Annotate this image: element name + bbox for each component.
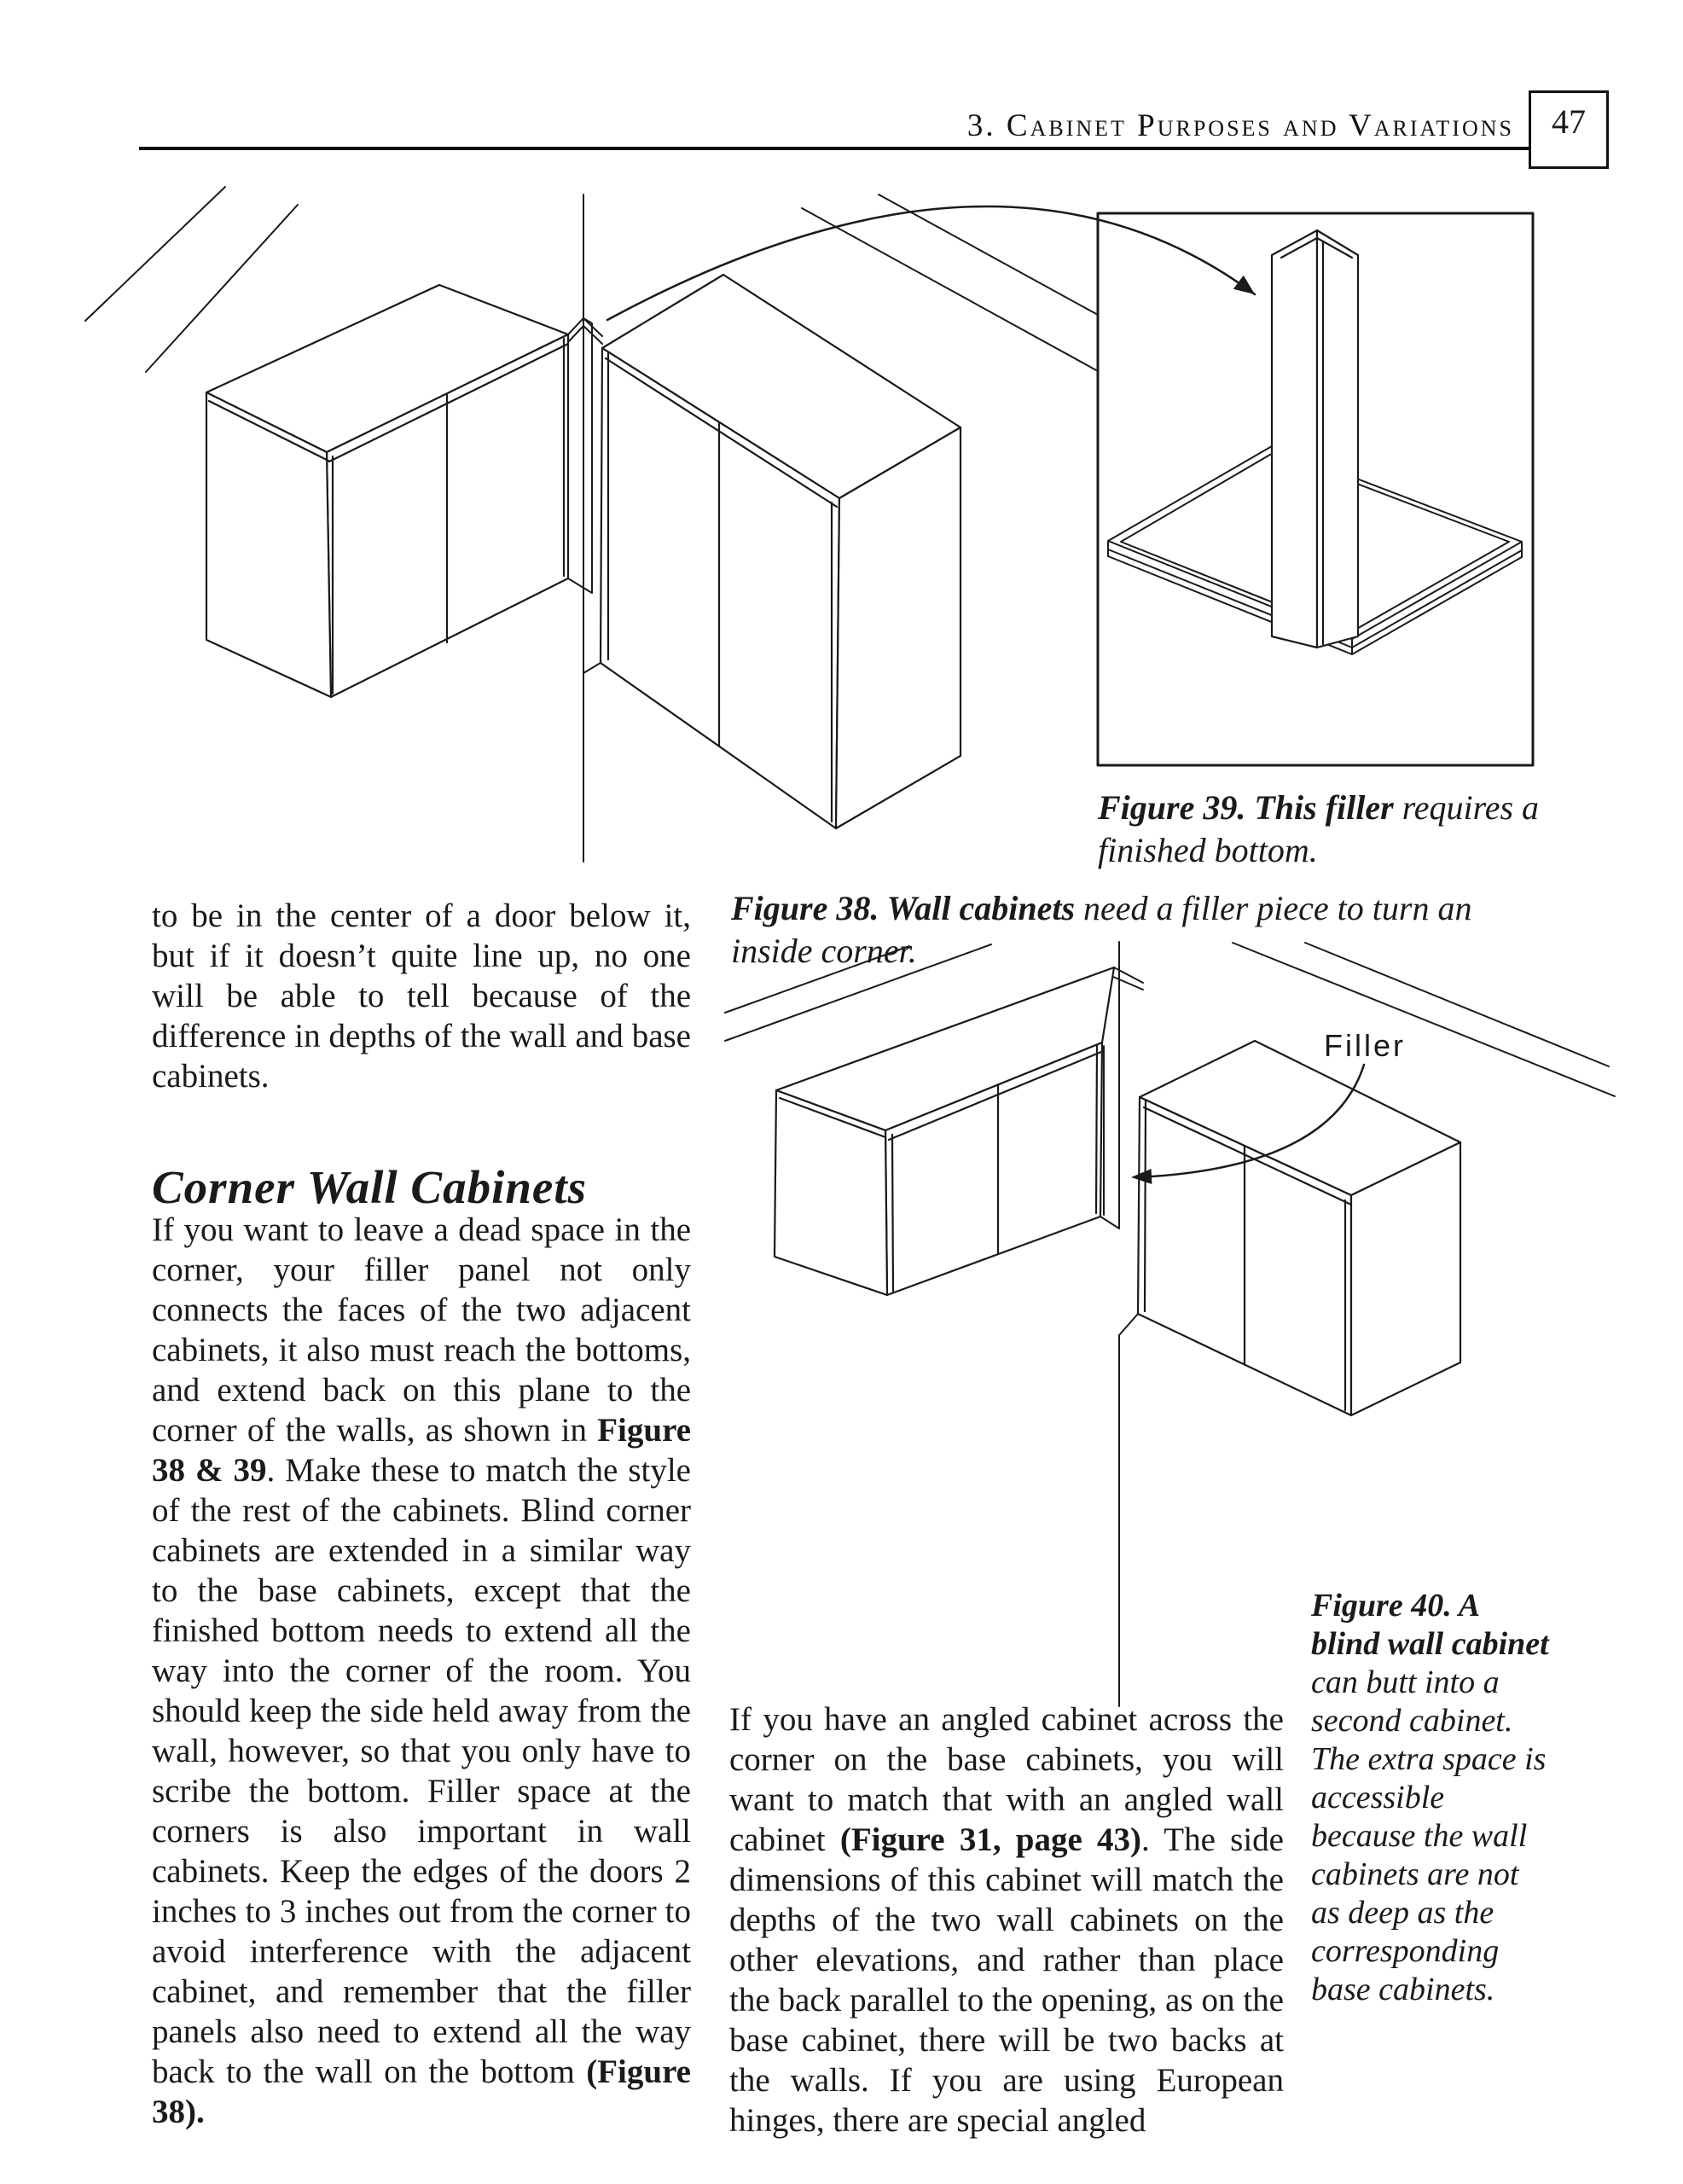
door-gap [892,1135,893,1292]
blind-wall-cabinet [775,967,1114,1295]
figure-reference: Figure 38 & 39 [152,1412,691,1489]
paragraph-text: If you want to leave a dead space in the corner, your filler panel not only connects the faces of the two adjacent cabinets, it also must reach the bottoms, and extend back on this plane to the corner of the walls, as shown in [152,1211,691,1449]
caption-figure40 [1311,1587,1554,2009]
caption-figure39 [1098,787,1558,872]
door-gap [1145,1101,1146,1311]
figure-reference: (Figure 31, page 43) [839,1821,1142,1858]
left-wall-cabinet [206,285,568,697]
caption-figure40-lead: Figure 40. A blind wall cabinet [1311,1588,1549,1662]
section-heading: Corner Wall Cabinets [152,1161,588,1213]
figure39-inset [1098,213,1533,765]
filler-label: Filler [1324,1028,1406,1063]
page-number: 47 [1552,102,1586,141]
wall-line [85,187,225,321]
header-rule [139,147,1529,150]
caption-figure38-lead: Figure 38. Wall cabinets [731,889,1076,927]
figure-reference: (Figure 38). [152,2053,691,2130]
right-wall-cabinet [601,275,960,828]
second-wall-cabinet [1138,1041,1460,1415]
wall-line [146,205,298,372]
paragraph-text: to be in the center of a door below it, but if it doesn’t quite line up, no one will be able to tell because of the difference in depths of the wall and base cabinets. [152,897,691,1095]
paragraph-text: . Make these to match the style of the rest of the cabinets. Blind corner cabinets are extended in a similar way to the base cabinets, except that the finished bottom needs to extend all the way into the corner of the room. You should keep the side held away from the wall, however, so that you only have to scribe the bottom. Filler space at the corners is also important in wall cabinets. Keep the edges of the doors 2 inches to 3 inches out from the corner to avoid interference with the adjacent cabinet, and remember that the filler panels also need to extend all the way back to the wall on the bottom [152,1452,691,2090]
running-head: 3. Cabinet Purposes and Variations [966,108,1514,143]
wall-line [725,946,909,1013]
caption-figure39-text: requires a finished bottom. [1098,788,1540,869]
door-gap [1096,1046,1097,1213]
caption-figure39-lead: Figure 39. This filler [1098,788,1394,827]
paragraph-text: If you have an angled cabinet across the corner on the base cabinets, you will want to match that with an angled wall cabinet [729,1701,1284,1858]
right-column-paragraph [729,1699,1284,2140]
l-filler-post [1272,230,1358,648]
paragraph-text: . The side dimensions of this cabinet will match the depths of the two wall cabinets on the other elevations, and rather than place the back parallel to the opening, as on the base cabinet, there will be two backs at the walls. If you are using European hinges, there are special angled [729,1821,1284,2139]
page-number-box [1529,90,1609,169]
left-column-paragraph-2 [152,1210,691,2132]
left-column-paragraph-1 [152,896,691,1096]
corner-filler [583,318,592,593]
caption-figure38-text: need a filler piece to turn an inside corner. [731,889,1472,970]
caption-figure40-text: can butt into a second cabinet. The extra space is accessible because the wall cabinets are not as deep as the corresponding base cabinets. [1311,1664,1547,2007]
